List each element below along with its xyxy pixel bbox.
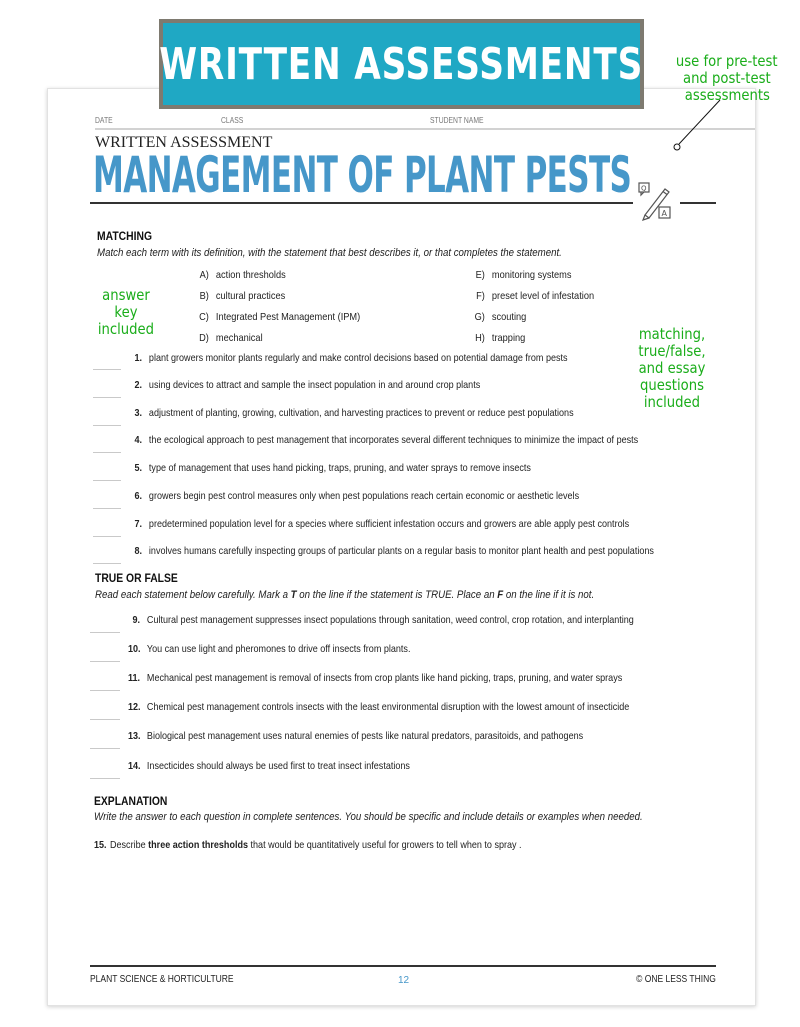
term-g: G) scouting (474, 311, 527, 323)
matching-question-5: 5. type of management that uses hand picking, traps, pruning, and water sprays to remove insects (134, 462, 531, 474)
footer-copyright: © ONE LESS THING (636, 974, 716, 985)
matching-instructions: Match each term with its definition, with the statement that best describes it, or that completes the statement. (97, 247, 562, 259)
matching-question-2: 2. using devices to attract and sample the insect population in and around crop plants (134, 379, 481, 391)
matching-question-3: 3. adjustment of planting, growing, cultivation, and harvesting practices to prevent or reduce pest populations (134, 407, 574, 419)
term-d: D) mechanical (199, 332, 263, 344)
question-answer-pencil-icon (637, 181, 677, 221)
pointer-line-icon (670, 98, 730, 153)
tf-question-14: 14. Insecticides should always be used first to treat insect infestations (128, 760, 410, 772)
tf-question-10: 10. You can use light and pheromones to drive off insects from plants. (128, 643, 411, 655)
page-title: MANAGEMENT OF PLANT PESTS (93, 146, 632, 204)
tf-question-13: 13. Biological pest management uses natural enemies of pests like natural predators, parasitoids, and pathogens (128, 730, 584, 742)
essay-question-15: 15. Describe three action thresholds that would be quantitatively useful for growers to tell when to spray . (94, 839, 522, 851)
answer-blank-12[interactable] (90, 719, 120, 720)
answer-blank-1[interactable] (93, 369, 121, 370)
matching-heading: MATCHING (97, 231, 153, 243)
student-info-row (95, 116, 755, 130)
matching-question-4: 4. the ecological approach to pest management that incorporates several different techniques to minimize the impact of pests (134, 434, 639, 446)
title-divider-right (680, 202, 716, 204)
page-number: 12 (398, 975, 410, 986)
term-e: E) monitoring systems (475, 269, 572, 281)
tf-question-11: 11. Mechanical pest management is removal of insects from crop plants like hand picking, traps, pruning, and water sprays (128, 672, 623, 684)
answer-blank-10[interactable] (90, 661, 120, 662)
svg-text:Q: Q (641, 184, 647, 193)
answer-blank-4[interactable] (93, 452, 121, 453)
answer-blank-14[interactable] (90, 778, 120, 779)
answer-blank-6[interactable] (93, 508, 121, 509)
note-pre-post-test: use for pre-test and post-test assessments (676, 52, 778, 104)
svg-text:A: A (661, 209, 667, 218)
matching-question-6: 6. growers begin pest control measures only when pest populations reach certain economic or aesthetic levels (134, 490, 580, 502)
footer-divider (90, 965, 716, 967)
banner-title: WRITTEN ASSESSMENTS (159, 38, 644, 90)
page-subtitle: WRITTEN ASSESSMENT (95, 134, 273, 151)
banner (159, 19, 644, 109)
note-question-types: matching, true/false, and essay questions included (638, 325, 706, 411)
answer-blank-7[interactable] (93, 536, 121, 537)
matching-question-1: 1. plant growers monitor plants regularly and make control decisions based on potential damage from pests (134, 352, 568, 364)
true-false-instructions: Read each statement below carefully. Mark a T on the line if the statement is TRUE. Place an F on the line if it is not. (95, 589, 595, 601)
matching-question-8: 8. involves humans carefully inspecting groups of particular plants on a regular basis to monitor plant health and pest populations (134, 545, 654, 557)
answer-blank-2[interactable] (93, 397, 121, 398)
term-b: B) cultural practices (199, 290, 286, 302)
term-h: H) trapping (475, 332, 526, 344)
term-f: F) preset level of infestation (476, 290, 595, 302)
term-c: C) Integrated Pest Management (IPM) (199, 311, 361, 323)
explanation-heading: EXPLANATION (94, 796, 168, 808)
note-answer-key: answer key included (97, 286, 155, 338)
title-divider (90, 202, 633, 204)
answer-blank-11[interactable] (90, 690, 120, 691)
tf-question-9: 9. Cultural pest management suppresses insect populations through sanitation, weed control, crop rotation, and interplanting (132, 614, 634, 626)
answer-blank-9[interactable] (90, 632, 120, 633)
footer-course: PLANT SCIENCE & HORTICULTURE (90, 974, 234, 985)
student-name-label: STUDENT NAME (430, 116, 484, 125)
true-false-heading: TRUE OR FALSE (95, 573, 178, 585)
matching-question-7: 7. predetermined population level for a species where sufficient infestation occurs and growers are able apply pest controls (134, 518, 630, 530)
answer-blank-3[interactable] (93, 425, 121, 426)
class-label: CLASS (221, 116, 244, 125)
date-label: DATE (95, 116, 113, 125)
tf-question-12: 12. Chemical pest management controls insects with the least environmental disruption with the lowest amount of insecticide (128, 701, 630, 713)
answer-blank-8[interactable] (93, 563, 121, 564)
explanation-instructions: Write the answer to each question in complete sentences. You should be specific and include details or examples when needed. (94, 811, 643, 823)
term-a: A) action thresholds (199, 269, 286, 281)
answer-blank-5[interactable] (93, 480, 121, 481)
answer-blank-13[interactable] (90, 748, 120, 749)
